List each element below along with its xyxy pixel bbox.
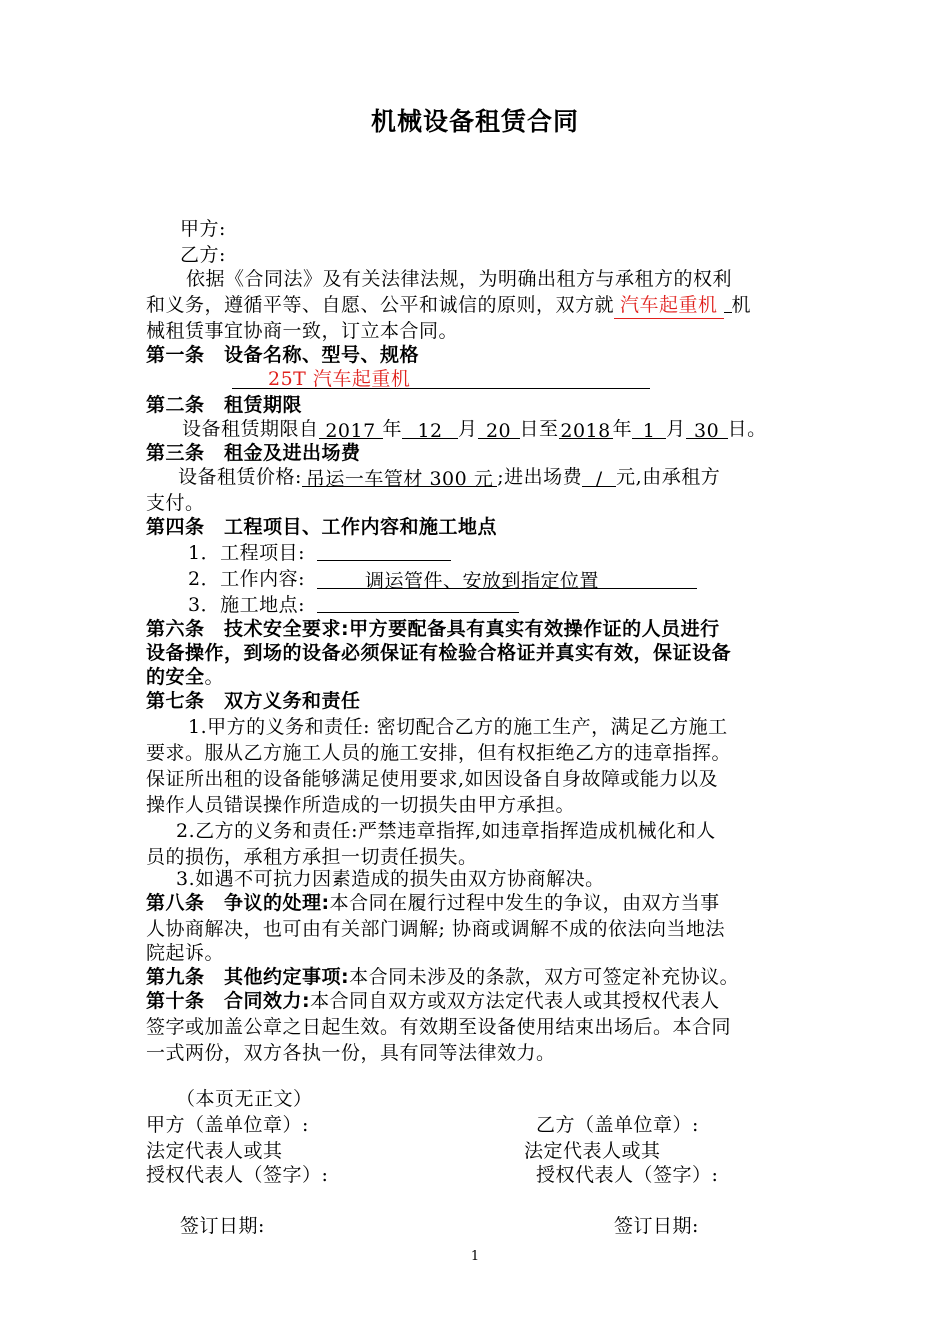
article-10-line-3: 一式两份，双方各执一份，具有同等法律效力。 — [146, 1042, 556, 1064]
site-field — [317, 592, 519, 613]
party-b-line: 乙方: — [180, 244, 226, 266]
project-field — [317, 540, 451, 561]
project-label: 1．工程项目: — [188, 542, 305, 564]
month-label: 月 — [458, 418, 478, 440]
article-6-heading: 第六条 技术安全要求: — [146, 618, 350, 640]
start-year: 2017 — [325, 420, 376, 442]
fee-label: ;进出场费 — [497, 466, 583, 488]
article-7-p1-line-2: 要求。服从乙方施工人员的施工安排，但有权拒绝乙方的违章指挥。 — [146, 742, 732, 764]
end-year-field — [559, 418, 613, 442]
equipment-field: 汽车起重机 — [614, 292, 724, 319]
equipment-model-field — [232, 366, 650, 389]
article-8-line-2: 人协商解决，也可由有关部门调解; 协商或调解不成的依法向当地法 — [146, 918, 725, 940]
party-a-auth-label: 授权代表人（签字）: — [146, 1164, 329, 1186]
site-label: 3．施工地点: — [188, 594, 305, 616]
period-text: 设备租赁期限自 — [182, 418, 319, 440]
article-3-price-line — [178, 464, 720, 490]
start-day-field — [478, 418, 520, 442]
article-6-line-2: 设备操作，到场的设备必须保证有检验合格证并真实有效，保证设备 — [146, 642, 732, 664]
no-text-note: （本页无正文） — [176, 1088, 313, 1110]
party-a-line: 甲方: — [180, 218, 226, 240]
article-4-item-1 — [188, 540, 451, 566]
article-7-p2-line-2: 员的损伤，承租方承担一切责任损失。 — [146, 846, 478, 868]
party-a-rep-label: 法定代表人或其 — [146, 1140, 283, 1162]
article-9-line — [146, 964, 739, 990]
article-7-p2-line-1: 2.乙方的义务和责任:严禁违章指挥,如违章指挥造成机械化和人 — [176, 820, 716, 842]
month-label: 月 — [666, 418, 686, 440]
article-6-period: 。 — [204, 666, 225, 688]
end-year: 2018 — [560, 420, 611, 442]
article-4-item-3 — [188, 592, 519, 618]
start-day: 20 — [485, 420, 512, 442]
article-1-value-line — [232, 366, 650, 392]
article-7-p1-line-3: 保证所出租的设备能够满足使用要求,如因设备自身故障或能力以及 — [146, 768, 719, 790]
end-month: 1 — [642, 420, 656, 442]
price-label: 设备租赁价格: — [178, 466, 302, 488]
start-month-field — [402, 418, 458, 442]
equipment-model: 25T 汽车起重机 — [268, 368, 411, 390]
year-label: 年 — [382, 418, 403, 440]
party-b-rep-label: 法定代表人或其 — [524, 1140, 661, 1162]
page-title: 机械设备租赁合同 — [370, 107, 579, 136]
article-4-item-2 — [188, 566, 697, 592]
end-day-field — [686, 418, 728, 442]
article-10-line-1 — [146, 988, 720, 1014]
article-1-heading: 第一条 设备名称、型号、规格 — [146, 344, 420, 366]
page-number: 1 — [470, 1249, 480, 1264]
underline-blank — [724, 292, 732, 313]
article-10-heading: 第十条 合同效力: — [146, 990, 311, 1012]
intro-line-1: 依据《合同法》及有关法律法规，为明确出租方与承租方的权利 — [186, 268, 733, 290]
article-6-line-3 — [146, 664, 224, 690]
party-a-seal-label: 甲方（盖单位章）: — [146, 1114, 309, 1136]
party-b-seal-label: 乙方（盖单位章）: — [536, 1114, 699, 1136]
article-8-line-1 — [146, 890, 720, 916]
day-label: 日。 — [727, 418, 767, 440]
article-4-heading: 第四条 工程项目、工作内容和施工地点 — [146, 516, 498, 538]
article-2-heading: 第二条 租赁期限 — [146, 394, 303, 416]
intro-line-3: 械租赁事宜协商一致，订立本合同。 — [146, 320, 459, 342]
article-2-period-line — [182, 416, 767, 442]
start-year-field — [319, 418, 383, 442]
article-10-line-2: 签字或加盖公章之日起生效。有效期至设备使用结束出场后。本合同 — [146, 1016, 732, 1038]
party-a-date-label: 签订日期: — [180, 1215, 265, 1237]
article-9-text: 本合同未涉及的条款，双方可签定补充协议。 — [349, 966, 740, 988]
article-6-text-end: 的安全 — [146, 666, 205, 688]
intro-line-2 — [146, 292, 751, 319]
article-7-heading: 第七条 双方义务和责任 — [146, 690, 361, 712]
work-content-label: 2．工作内容: — [188, 568, 305, 590]
article-8-text: 本合同在履行过程中发生的争议，由双方当事 — [329, 892, 720, 914]
intro-text-end: 机 — [731, 294, 752, 316]
work-content-value: 调运管件、安放到指定位置 — [365, 570, 600, 592]
day-to-label: 日至 — [519, 418, 559, 440]
article-6-text: 甲方要配备具有真实有效操作证的人员进行 — [349, 618, 720, 640]
article-3-line-2: 支付。 — [146, 492, 205, 514]
article-7-p3: 3.如遇不可抗力因素造成的损失由双方协商解决。 — [176, 868, 605, 890]
article-9-heading: 第九条 其他约定事项: — [146, 966, 350, 988]
price-value: 吊运一车管材 300 元 — [305, 468, 494, 490]
work-content-field — [317, 568, 697, 592]
fee-field — [582, 466, 616, 490]
article-7-p1-line-1: 1.甲方的义务和责任: 密切配合乙方的施工生产，满足乙方施工 — [188, 716, 728, 738]
price-field — [302, 466, 497, 490]
article-8-line-3: 院起诉。 — [146, 942, 225, 964]
fee-value: / — [595, 468, 603, 490]
article-7-p1-line-4: 操作人员错误操作所造成的一切损失由甲方承担。 — [146, 794, 576, 816]
party-b-date-label: 签订日期: — [614, 1215, 699, 1237]
fee-text: 元,由承租方 — [616, 466, 721, 488]
end-month-field — [632, 418, 666, 442]
article-8-heading: 第八条 争议的处理: — [146, 892, 330, 914]
party-b-auth-label: 授权代表人（签字）: — [536, 1164, 719, 1186]
start-month: 12 — [417, 420, 443, 442]
end-day: 30 — [694, 420, 720, 442]
article-10-text: 本合同自双方或双方法定代表人或其授权代表人 — [310, 990, 720, 1012]
year-label: 年 — [612, 418, 633, 440]
article-6-line-1 — [146, 616, 720, 642]
article-3-heading: 第三条 租金及进出场费 — [146, 442, 361, 464]
intro-text: 和义务，遵循平等、自愿、公平和诚信的原则，双方就 — [146, 294, 615, 316]
